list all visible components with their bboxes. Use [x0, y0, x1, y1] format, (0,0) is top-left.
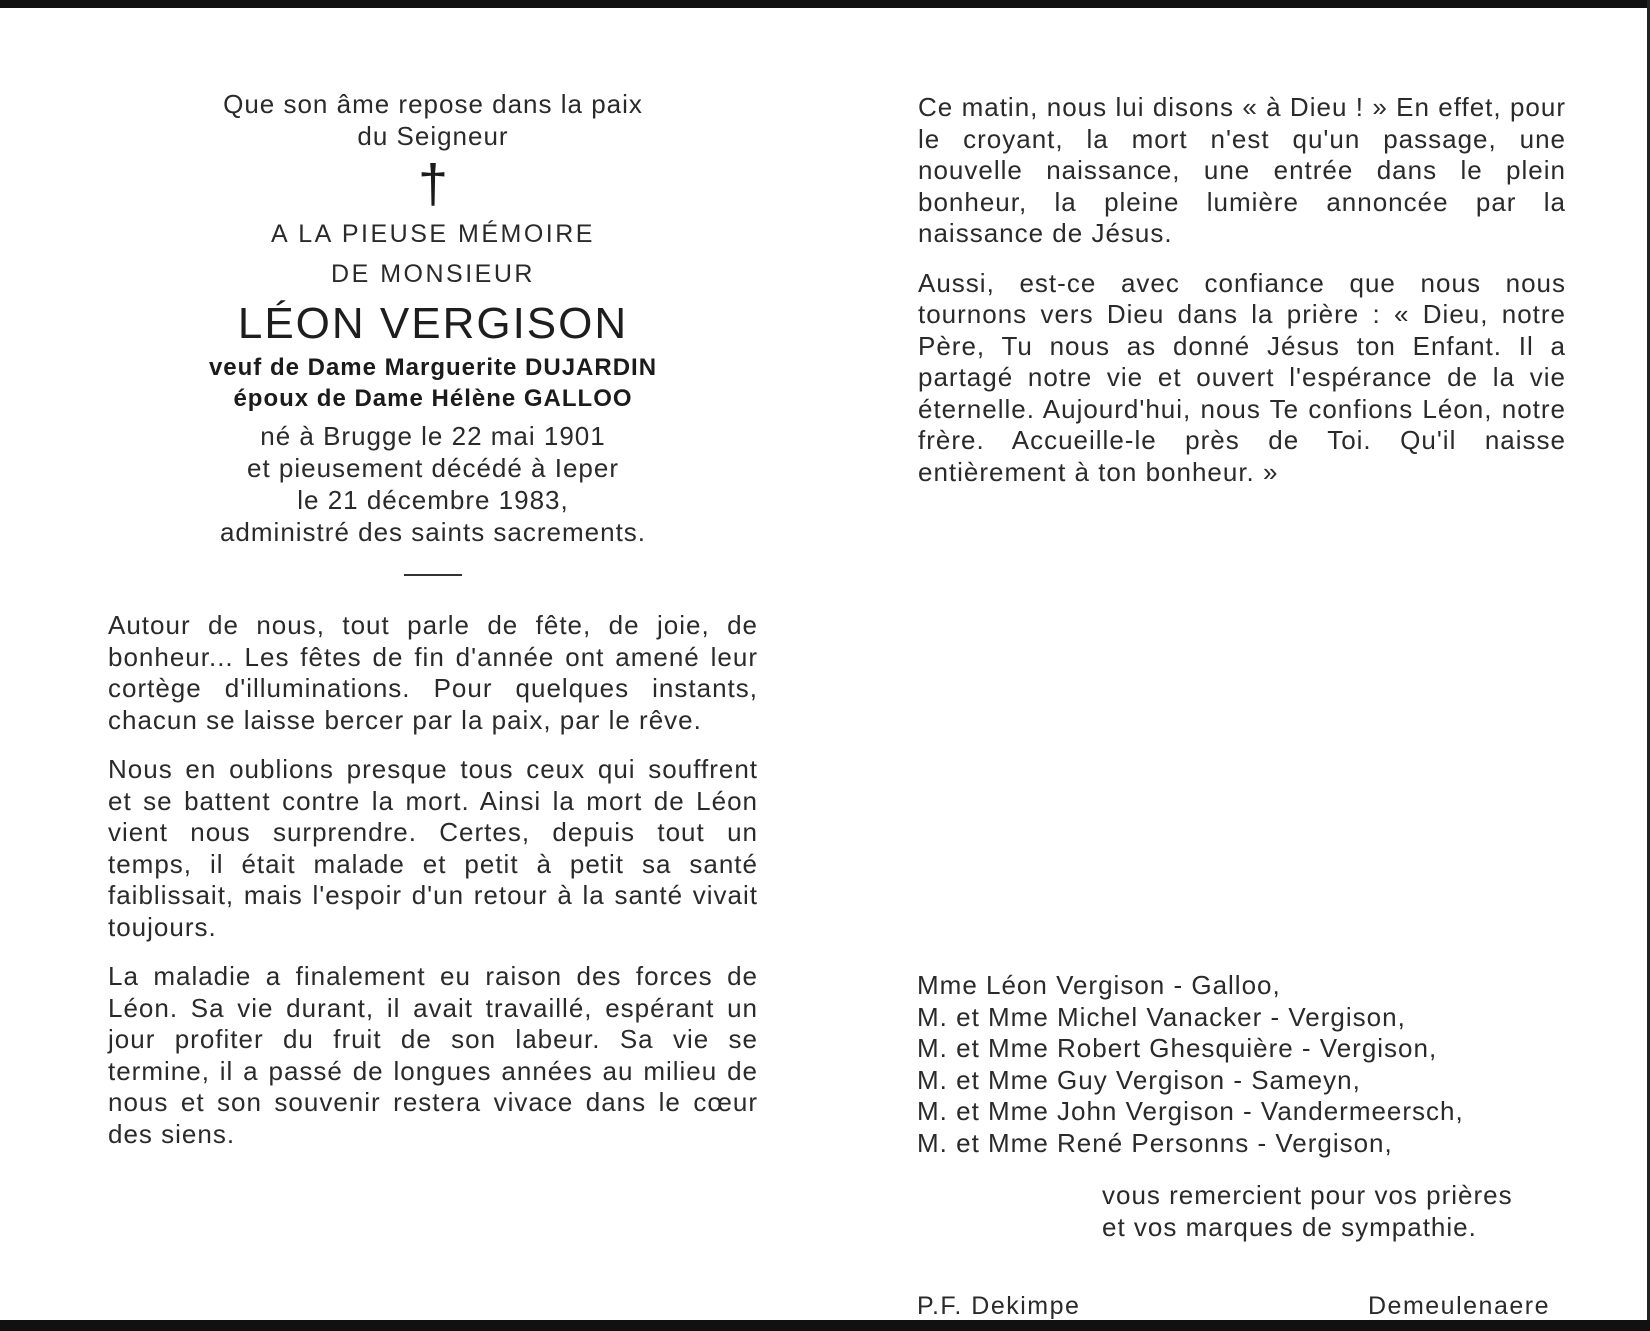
memoire-line-2: DE MONSIEUR [331, 260, 535, 288]
cross-icon: † [417, 154, 449, 214]
deceased-name: LÉON VERGISON [237, 299, 629, 348]
left-paragraph-2: Nous en oublions presque tous ceux qui souffrent et se battent contre la mort. Ainsi la mort de Léon vient nous surprendre. Certes, depuis tout un temps, il était malade et petit à petit sa santé faiblissait, mais l'espoir d'un retour à la santé vivait toujours. [108, 754, 758, 942]
prayer-line-2: du Seigneur [357, 121, 509, 151]
spouse-line-2: époux de Dame Hélène GALLOO [233, 385, 633, 412]
left-paragraph-3: La maladie a finalement eu raison des forces de Léon. Sa vie durant, il avait travaillé, espérant un jour profiter du fruit de son labeur. Sa vie se termine, il a passé de longues années au milieu de nous et son souvenir restera vivace dans le cœur des siens. [108, 961, 758, 1149]
memoire-line-1: A LA PIEUSE MÉMOIRE [271, 220, 595, 248]
family-member: M. et Mme John Vergison - Vandermeersch, [917, 1096, 1464, 1126]
family-member: M. et Mme Guy Vergison - Sameyn, [917, 1064, 1361, 1095]
family-list [917, 970, 1577, 1159]
bottom-scan-edge [0, 1320, 1650, 1331]
right-paragraph-2: Aussi, est-ce avec confiance que nous nous tournons vers Dieu dans la prière : « Dieu, notre Père, Tu nous as donné Jésus ton Enfant. Il a partagé notre vie et ouvert l'espérance de la vie éternelle. Aujourd'hui, nous Te confions Léon, notre frère. Accueille-le près de Toi. Qu'il naisse entièrement à ton bonheur. » [918, 267, 1566, 487]
family-member: M. et Mme Michel Vanacker - Vergison, [917, 1001, 1406, 1032]
divider [404, 574, 462, 576]
family-member: M. et Mme René Personns - Vergison, [917, 1127, 1393, 1158]
prayer-line-1: Que son âme repose dans la paix [223, 89, 643, 119]
thanks-line-2: et vos marques de sympathie. [1102, 1211, 1477, 1242]
right-paragraph-1: Ce matin, nous lui disons « à Dieu ! » En effet, pour le croyant, la mort n'est qu'un passage, une nouvelle naissance, une entrée dans le plein bonheur, la pleine lumière annoncée par la naissance de Jésus. [918, 92, 1566, 248]
sacraments-line: administré des saints sacrements. [219, 517, 647, 547]
thanks-block [1102, 1180, 1572, 1243]
spouse-line-1: veuf de Dame Marguerite DUJARDIN [208, 354, 658, 381]
memorial-header [108, 88, 758, 576]
printer-left: P.F. Dekimpe [917, 1292, 1081, 1320]
death-line-1: et pieusement décédé à Ieper [246, 453, 620, 483]
top-scan-edge [0, 0, 1650, 8]
printer-right: Demeulenaere [1368, 1292, 1550, 1320]
left-column [108, 88, 758, 1168]
family-member: Mme Léon Vergison - Galloo, [917, 970, 1281, 1000]
right-column [918, 92, 1566, 506]
death-line-2: le 21 décembre 1983, [297, 485, 569, 515]
thanks-line-1: vous remercient pour vos prières [1102, 1180, 1513, 1210]
left-paragraph-1: Autour de nous, tout parle de fête, de joie, de bonheur... Les fêtes de fin d'année ont amené leur cortège d'illuminations. Pour quelques instants, chacun se laisse bercer par la paix, par le rêve. [108, 610, 758, 735]
birth-line: né à Brugge le 22 mai 1901 [260, 421, 606, 451]
family-member: M. et Mme Robert Ghesquière - Vergison, [917, 1033, 1438, 1063]
